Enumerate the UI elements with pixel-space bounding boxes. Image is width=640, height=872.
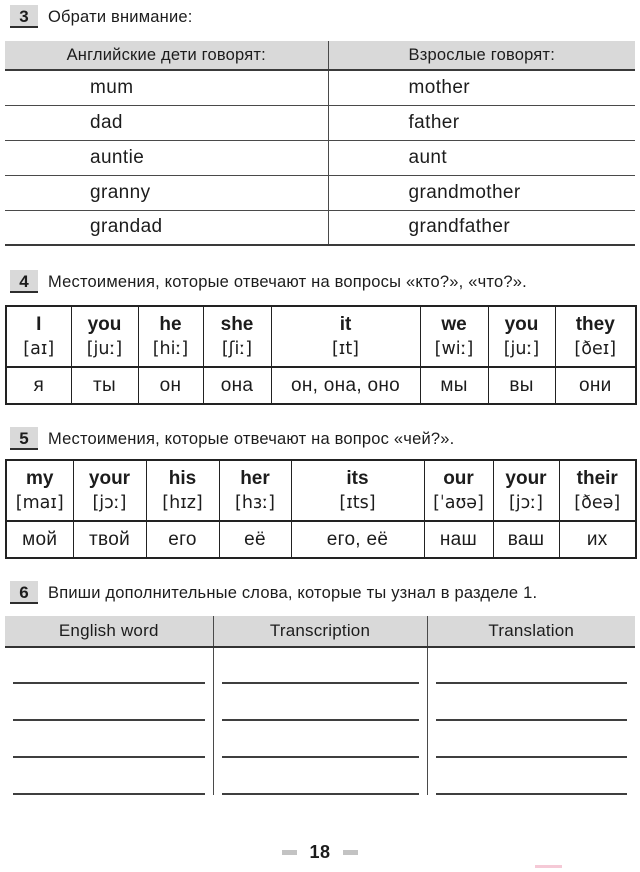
pronoun-cell — [6, 460, 73, 521]
pronoun-word: I — [36, 313, 42, 335]
pronoun-transcription: [jɔː] — [508, 492, 544, 513]
pronoun-translation: она — [203, 367, 271, 404]
table-header-row — [5, 41, 635, 70]
footer-dash-right — [343, 850, 358, 855]
pronoun-cell — [488, 306, 555, 367]
table-row — [5, 175, 635, 210]
pronoun-word: he — [159, 313, 182, 335]
fill-in-cell — [427, 758, 635, 795]
write-in-line — [222, 649, 419, 684]
pronoun-translation: я — [6, 367, 71, 404]
pronoun-transcription: [juː] — [503, 338, 540, 359]
fill-in-cell — [213, 721, 427, 758]
table-row — [5, 70, 635, 105]
pronoun-cell — [555, 306, 636, 367]
pronoun-header-row — [6, 460, 636, 521]
pronoun-transcription: [hɜː] — [235, 492, 275, 513]
pronoun-transcription: [aɪ] — [23, 338, 55, 359]
pronoun-cell — [271, 306, 420, 367]
pronoun-transcription: [ɪts] — [339, 492, 376, 513]
pronoun-translation: он — [138, 367, 203, 404]
pronoun-translation-row — [6, 367, 636, 404]
pronoun-cell — [420, 306, 488, 367]
page-footer — [0, 842, 640, 863]
section-3-header — [10, 0, 640, 28]
pronoun-translation: мы — [420, 367, 488, 404]
fill-in-header-row — [5, 616, 635, 647]
pronoun-translation: вы — [488, 367, 555, 404]
pronoun-transcription: [ɪt] — [331, 338, 360, 359]
table-row — [5, 140, 635, 175]
pronoun-translation-row — [6, 521, 636, 558]
adult-word: father — [328, 105, 635, 140]
pronoun-word: my — [26, 467, 54, 489]
fill-in-cell — [5, 758, 213, 795]
write-in-line — [13, 723, 205, 758]
pronoun-word: your — [88, 467, 131, 489]
fill-in-row — [5, 721, 635, 758]
fill-in-cell — [213, 684, 427, 721]
fill-in-cell — [5, 647, 213, 684]
pronoun-word: its — [346, 467, 369, 489]
fill-in-cell — [427, 684, 635, 721]
pronoun-cell — [138, 306, 203, 367]
pink-highlight-mark — [535, 865, 562, 868]
adult-word: grandfather — [328, 210, 635, 245]
write-in-line — [222, 686, 419, 721]
pronoun-transcription: [wiː] — [434, 338, 474, 359]
pronoun-cell — [203, 306, 271, 367]
pronoun-transcription: [ʃiː] — [221, 338, 253, 359]
write-in-line — [436, 649, 628, 684]
section-3-number: 3 — [10, 5, 38, 28]
pronoun-cell — [6, 306, 71, 367]
pronoun-cell — [219, 460, 291, 521]
pronoun-word: her — [240, 467, 270, 489]
pronoun-translation: твой — [73, 521, 146, 558]
child-word: granny — [5, 175, 328, 210]
fill-in-cell — [5, 721, 213, 758]
fill-in-row — [5, 758, 635, 795]
pronoun-transcription: [ðeɪ] — [574, 338, 617, 359]
table-row — [5, 210, 635, 245]
pronoun-transcription: [ðeə] — [574, 492, 621, 513]
pronoun-translation: он, она, оно — [271, 367, 420, 404]
footer-dash-left — [282, 850, 297, 855]
section-4-number: 4 — [10, 270, 38, 293]
section-4-header — [10, 270, 640, 293]
write-in-line — [436, 723, 628, 758]
fill-in-cell — [427, 721, 635, 758]
section-5-title: Местоимения, которые отвечают на вопрос «чей?». — [48, 429, 455, 448]
section-4-title: Местоимения, которые отвечают на вопросы «кто?», «что?». — [48, 272, 527, 291]
write-in-line — [222, 723, 419, 758]
personal-pronouns-table — [5, 305, 637, 405]
table-row — [5, 105, 635, 140]
pronoun-translation: ты — [71, 367, 138, 404]
pronoun-translation: мой — [6, 521, 73, 558]
pronoun-translation: наш — [424, 521, 493, 558]
section-3-title: Обрати внимание: — [48, 7, 193, 26]
pronoun-word: they — [575, 313, 615, 335]
pronoun-cell — [493, 460, 559, 521]
column-header-transcription: Transcription — [213, 616, 427, 647]
pronoun-word: our — [443, 467, 474, 489]
write-in-line — [222, 760, 419, 795]
pronoun-cell — [559, 460, 636, 521]
child-word: dad — [5, 105, 328, 140]
fill-in-cell — [213, 758, 427, 795]
pronoun-word: their — [576, 467, 618, 489]
pronoun-cell — [71, 306, 138, 367]
page-number: 18 — [309, 842, 331, 862]
pronoun-translation: его — [146, 521, 219, 558]
child-word: grandad — [5, 210, 328, 245]
section-6-number: 6 — [10, 581, 38, 604]
pronoun-word: his — [168, 467, 197, 489]
fill-in-cell — [5, 684, 213, 721]
pronoun-word: you — [504, 313, 539, 335]
pronoun-cell — [146, 460, 219, 521]
pronoun-transcription: [jɔː] — [92, 492, 127, 513]
section-6-header — [10, 581, 640, 604]
column-header-english-word: English word — [5, 616, 213, 647]
fill-in-cell — [427, 647, 635, 684]
column-header-children-say: Английские дети говорят: — [5, 41, 328, 70]
pronoun-word: your — [505, 467, 547, 489]
children-vs-adults-table — [5, 41, 635, 246]
section-6-title: Впиши дополнительные слова, которые ты узнал в разделе 1. — [48, 583, 538, 602]
write-in-line — [13, 760, 205, 795]
pronoun-transcription: [hiː] — [152, 338, 189, 359]
fill-in-words-table — [5, 616, 635, 795]
child-word: auntie — [5, 140, 328, 175]
pronoun-cell — [291, 460, 424, 521]
write-in-line — [13, 686, 205, 721]
section-5-header — [10, 427, 640, 450]
pronoun-translation: её — [219, 521, 291, 558]
pronoun-cell — [73, 460, 146, 521]
pronoun-translation: ваш — [493, 521, 559, 558]
pronoun-cell — [424, 460, 493, 521]
adult-word: aunt — [328, 140, 635, 175]
pronoun-word: it — [339, 313, 352, 335]
possessive-pronouns-table — [5, 459, 637, 559]
write-in-line — [436, 760, 628, 795]
fill-in-row — [5, 647, 635, 684]
pronoun-transcription: [maɪ] — [15, 492, 64, 513]
fill-in-cell — [213, 647, 427, 684]
column-header-translation: Translation — [427, 616, 635, 647]
write-in-line — [13, 649, 205, 684]
pronoun-translation: их — [559, 521, 636, 558]
child-word: mum — [5, 70, 328, 105]
adult-word: mother — [328, 70, 635, 105]
column-header-adults-say: Взрослые говорят: — [328, 41, 635, 70]
write-in-line — [436, 686, 628, 721]
pronoun-word: she — [220, 313, 254, 335]
pronoun-translation: его, её — [291, 521, 424, 558]
adult-word: grandmother — [328, 175, 635, 210]
fill-in-row — [5, 684, 635, 721]
pronoun-header-row — [6, 306, 636, 367]
pronoun-translation: они — [555, 367, 636, 404]
section-5-number: 5 — [10, 427, 38, 450]
pronoun-transcription: [ˈaʊə] — [433, 492, 484, 513]
pronoun-word: you — [87, 313, 122, 335]
pronoun-word: we — [441, 313, 467, 335]
pronoun-transcription: [juː] — [86, 338, 123, 359]
pronoun-transcription: [hɪz] — [162, 492, 203, 513]
